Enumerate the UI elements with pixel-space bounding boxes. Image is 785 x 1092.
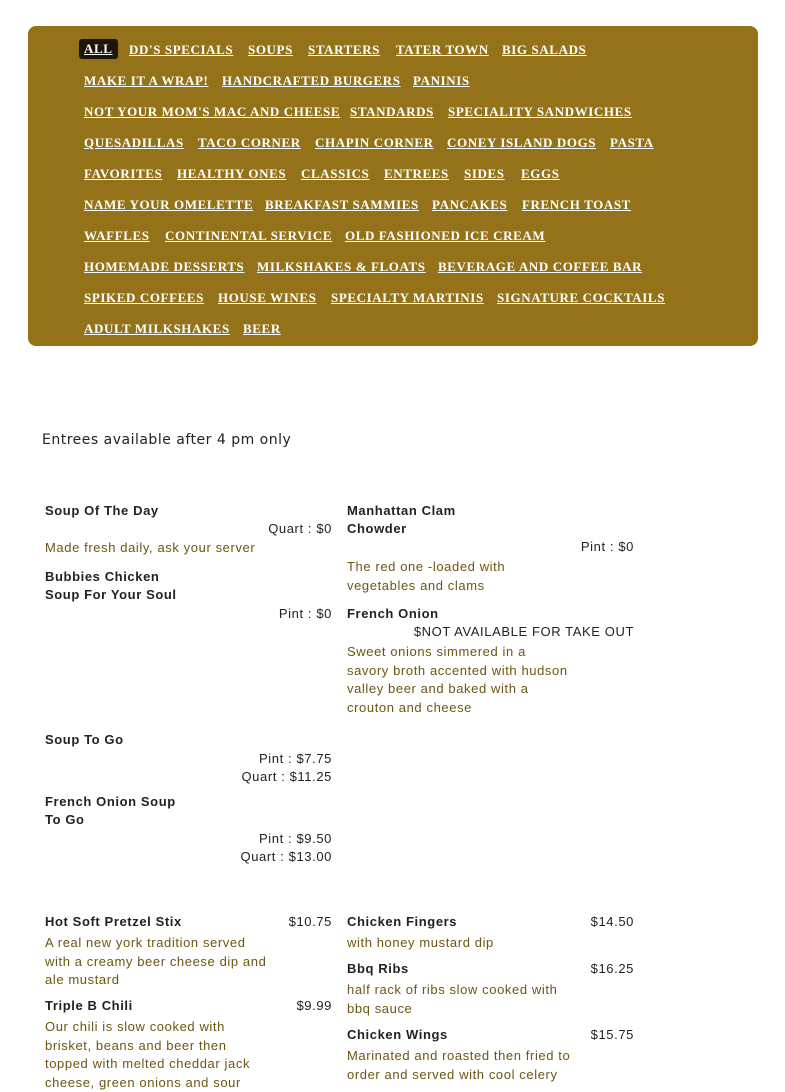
- item-price: $10.75: [289, 913, 332, 931]
- item-name: Triple B Chili: [45, 997, 332, 1015]
- menu-item-french-onion: [347, 605, 634, 717]
- category-nav: [28, 26, 758, 346]
- item-price: $9.99: [296, 997, 332, 1015]
- item-price: Pint : $0: [45, 605, 332, 623]
- nav-item-spiked-coffees[interactable]: SPIKED COFFEES: [84, 286, 204, 310]
- menu-item-chicken-fingers: [347, 913, 634, 953]
- nav-item-handcrafted-burgers[interactable]: HANDCRAFTED BURGERS: [222, 69, 401, 93]
- nav-item-speciality-sandwiches[interactable]: SPECIALITY SANDWICHES: [448, 100, 632, 124]
- nav-item-dds-specials[interactable]: DD'S SPECIALS: [129, 38, 233, 62]
- nav-item-chapin-corner[interactable]: CHAPIN CORNER: [315, 131, 434, 155]
- nav-row-9: [28, 286, 758, 310]
- nav-item-favorites[interactable]: FAVORITES: [84, 162, 162, 186]
- item-price: Quart : $11.25: [45, 768, 332, 786]
- item-name: Bubbies Chicken: [45, 568, 332, 586]
- item-name: Bbq Ribs: [347, 960, 634, 978]
- item-name: Soup Of The Day: [45, 502, 332, 520]
- nav-row-8: [28, 255, 758, 279]
- nav-item-taco-corner[interactable]: TACO CORNER: [198, 131, 301, 155]
- nav-item-continental-service[interactable]: CONTINENTAL SERVICE: [165, 224, 332, 248]
- item-name: Soup To Go: [45, 731, 332, 749]
- nav-item-waffles[interactable]: WAFFLES: [84, 224, 150, 248]
- nav-row-2: [28, 69, 758, 93]
- item-price: $16.25: [591, 960, 634, 978]
- item-description: brisket, beans and beer then: [45, 1037, 332, 1056]
- nav-item-big-salads[interactable]: BIG SALADS: [502, 38, 586, 62]
- nav-item-milkshakes-floats[interactable]: MILKSHAKES & FLOATS: [257, 255, 426, 279]
- nav-item-signature-cocktails[interactable]: SIGNATURE COCKTAILS: [497, 286, 665, 310]
- item-description: Sweet onions simmered in a: [347, 643, 634, 662]
- item-price: $14.50: [591, 913, 634, 931]
- item-name: French Onion Soup: [45, 793, 332, 811]
- nav-row-7: [28, 224, 758, 248]
- nav-row-1: [28, 38, 758, 62]
- item-description: The red one -loaded with: [347, 558, 634, 577]
- item-name: Soup For Your Soul: [45, 586, 332, 604]
- item-description: cheese, green onions and sour: [45, 1074, 332, 1092]
- menu-item-bbq-ribs: [347, 960, 634, 1018]
- nav-row-3: [28, 100, 758, 124]
- item-description: vegetables and clams: [347, 577, 634, 596]
- nav-item-mac-and-cheese[interactable]: NOT YOUR MOM'S MAC AND CHEESE: [84, 100, 340, 124]
- item-description: Our chili is slow cooked with: [45, 1018, 332, 1037]
- item-description: valley beer and baked with a: [347, 680, 634, 699]
- item-description: crouton and cheese: [347, 699, 634, 718]
- item-price: Pint : $9.50: [45, 830, 332, 848]
- item-description: with honey mustard dip: [347, 934, 634, 953]
- nav-item-specialty-martinis[interactable]: SPECIALTY MARTINIS: [331, 286, 484, 310]
- item-price: Pint : $7.75: [45, 750, 332, 768]
- nav-item-house-wines[interactable]: HOUSE WINES: [218, 286, 316, 310]
- menu-item-soup-of-the-day: [45, 502, 332, 558]
- nav-item-entrees[interactable]: ENTREES: [384, 162, 449, 186]
- item-description: with a creamy beer cheese dip and: [45, 953, 332, 972]
- nav-item-pasta[interactable]: PASTA: [610, 131, 654, 155]
- item-name: Manhattan Clam: [347, 502, 634, 520]
- nav-item-eggs[interactable]: EGGS: [521, 162, 560, 186]
- nav-item-coney-island-dogs[interactable]: CONEY ISLAND DOGS: [447, 131, 596, 155]
- nav-item-soups[interactable]: SOUPS: [248, 38, 293, 62]
- nav-item-classics[interactable]: CLASSICS: [301, 162, 369, 186]
- menu-item-hot-soft-pretzel-stix: [45, 913, 332, 990]
- nav-item-adult-milkshakes[interactable]: ADULT MILKSHAKES: [84, 317, 230, 341]
- item-description: Marinated and roasted then fried to: [347, 1047, 634, 1066]
- item-name: To Go: [45, 811, 332, 829]
- item-name: Chicken Fingers: [347, 913, 634, 931]
- item-price: Quart : $13.00: [45, 848, 332, 866]
- item-description: topped with melted cheddar jack: [45, 1055, 332, 1074]
- nav-item-all[interactable]: ALL: [79, 39, 118, 59]
- nav-item-make-it-a-wrap[interactable]: MAKE IT A WRAP!: [84, 69, 208, 93]
- nav-item-healthy-ones[interactable]: HEALTHY ONES: [177, 162, 286, 186]
- item-description: A real new york tradition served: [45, 934, 332, 953]
- nav-row-10: [28, 317, 758, 341]
- menu-item-french-onion-soup-to-go: [45, 793, 332, 866]
- item-price: $NOT AVAILABLE FOR TAKE OUT: [347, 623, 634, 641]
- item-price: Pint : $0: [347, 538, 634, 556]
- nav-item-beer[interactable]: BEER: [243, 317, 281, 341]
- item-description: ale mustard: [45, 971, 332, 990]
- item-description: Made fresh daily, ask your server: [45, 539, 332, 558]
- nav-item-old-fashioned-ice-cream[interactable]: OLD FASHIONED ICE CREAM: [345, 224, 545, 248]
- menu-item-chicken-wings: [347, 1026, 634, 1084]
- nav-item-paninis[interactable]: PANINIS: [413, 69, 470, 93]
- item-name: Chicken Wings: [347, 1026, 634, 1044]
- item-description: bbq sauce: [347, 1000, 634, 1019]
- nav-row-4: [28, 131, 758, 155]
- nav-item-quesadillas[interactable]: QUESADILLAS: [84, 131, 184, 155]
- item-name: Chowder: [347, 520, 634, 538]
- nav-item-sides[interactable]: SIDES: [464, 162, 505, 186]
- item-description: savory broth accented with hudson: [347, 662, 634, 681]
- menu-item-soup-to-go: [45, 731, 332, 786]
- menu-item-manhattan-clam-chowder: [347, 502, 634, 595]
- nav-item-starters[interactable]: STARTERS: [308, 38, 380, 62]
- menu-item-triple-b-chili: [45, 997, 332, 1092]
- nav-item-name-your-omelette[interactable]: NAME YOUR OMELETTE: [84, 193, 253, 217]
- nav-row-6: [28, 193, 758, 217]
- nav-item-standards[interactable]: STANDARDS: [350, 100, 434, 124]
- item-description: half rack of ribs slow cooked with: [347, 981, 634, 1000]
- menu-item-bubbies-chicken-soup: [45, 568, 332, 623]
- nav-item-beverage-coffee-bar[interactable]: BEVERAGE AND COFFEE BAR: [438, 255, 642, 279]
- item-name: French Onion: [347, 605, 634, 623]
- nav-item-pancakes[interactable]: PANCAKES: [432, 193, 507, 217]
- nav-item-tater-town[interactable]: TATER TOWN: [396, 38, 489, 62]
- item-price: Quart : $0: [45, 520, 332, 538]
- nav-row-5: [28, 162, 758, 186]
- nav-item-french-toast[interactable]: FRENCH TOAST: [522, 193, 631, 217]
- item-description: order and served with cool celery: [347, 1066, 634, 1085]
- item-price: $15.75: [591, 1026, 634, 1044]
- item-name: Hot Soft Pretzel Stix: [45, 913, 332, 931]
- nav-item-breakfast-sammies[interactable]: BREAKFAST SAMMIES: [265, 193, 419, 217]
- nav-item-homemade-desserts[interactable]: HOMEMADE DESSERTS: [84, 255, 244, 279]
- entrees-note: Entrees available after 4 pm only: [42, 432, 291, 448]
